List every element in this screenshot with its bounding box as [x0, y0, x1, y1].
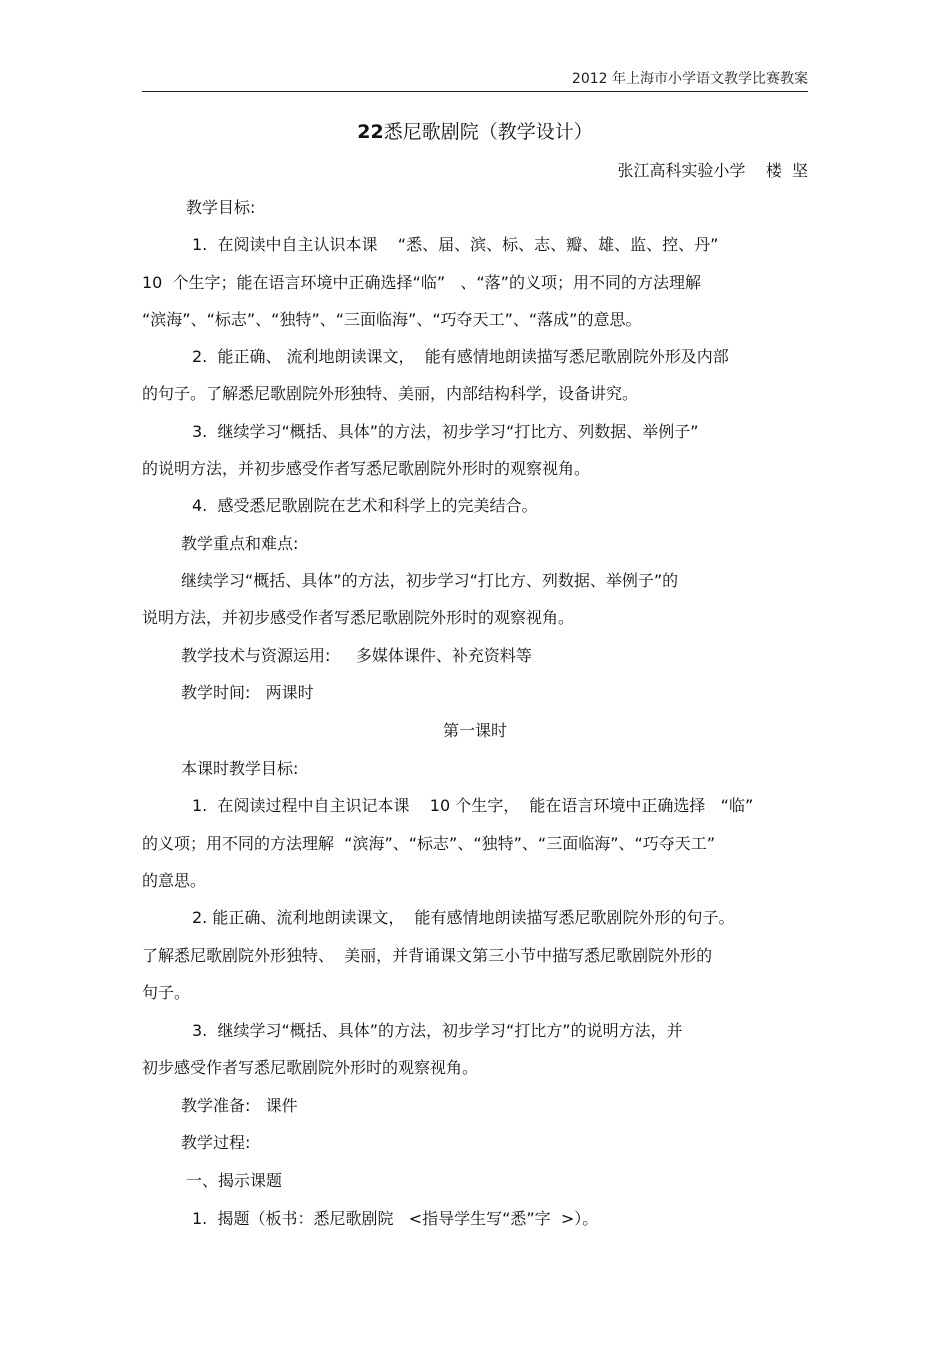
section-heading: 第一课时	[442, 721, 507, 740]
text-line: “滨海”、“标志”、“独特”、“三面临海”、“巧夺天工”、“落成”的意思。	[142, 310, 642, 329]
text-line: 的说明方法，并初步感受作者写悉尼歌剧院外形时的观察视角。	[142, 459, 591, 478]
text-line: 了解悉尼歌剧院外形独特、 美丽，并背诵课文第三小节中描写悉尼歌剧院外形的	[142, 946, 713, 965]
text-line: 3. 继续学习“概括、具体”的方法，初步学习“打比方、列数据、举例子”	[192, 422, 699, 441]
text-line: 说明方法，并初步感受作者写悉尼歌剧院外形时的观察视角。	[142, 608, 575, 627]
text-line: 的义项；用不同的方法理解 “滨海”、“标志”、“独特”、“三面临海”、“巧夺天工”	[142, 834, 716, 853]
text-line: 2. 能正确、流利地朗读课文， 能有感情地朗读描写悉尼歌剧院外形的句子。	[192, 908, 735, 927]
text-line: 教学准备: 课件	[181, 1096, 298, 1115]
text-line: 初步感受作者写悉尼歌剧院外形时的观察视角。	[142, 1058, 479, 1077]
text-line: 教学时间: 两课时	[181, 683, 314, 702]
text-line: 一、揭示课题	[186, 1171, 283, 1190]
text-line: 1. 在阅读过程中自主识记本课 10 个生字， 能在语言环境中正确选择 “临”	[192, 796, 754, 815]
text-line: 的意思。	[142, 871, 207, 890]
text-line: 1. 揭题（板书：悉尼歌剧院 <指导学生写“悉”字 >）。	[192, 1209, 599, 1228]
text-line: 10 个生字；能在语言环境中正确选择“临” 、“落”的义项；用不同的方法理解	[142, 273, 701, 292]
title-text: 悉尼歌剧院（教学设计）	[383, 121, 593, 143]
text-line: 4. 感受悉尼歌剧院在艺术和科学上的完美结合。	[192, 496, 538, 515]
text-line: 教学过程:	[181, 1133, 251, 1152]
document-title	[0, 117, 950, 144]
header-rule	[142, 91, 808, 92]
author-line: 张江高科实验小学 楼 坚	[617, 161, 808, 180]
text-line: 教学目标:	[186, 198, 256, 217]
title-number: 22	[357, 121, 384, 143]
text-line: 1. 在阅读中自主认识本课 “悉、届、滨、标、志、瓣、雄、监、控、丹”	[192, 235, 719, 254]
text-line: 3. 继续学习“概括、具体”的方法，初步学习“打比方”的说明方法，并	[192, 1021, 683, 1040]
text-line: 的句子。了解悉尼歌剧院外形独特、美丽，内部结构科学，设备讲究。	[142, 384, 639, 403]
text-line: 教学技术与资源运用: 多媒体课件、补充资料等	[181, 646, 532, 665]
text-line: 2. 能正确、 流利地朗读课文， 能有感情地朗读描写悉尼歌剧院外形及内部	[192, 347, 729, 366]
text-line: 句子。	[142, 983, 191, 1002]
page-header: 2012 年上海市小学语文教学比赛教案	[571, 71, 808, 87]
text-line: 继续学习“概括、具体”的方法，初步学习“打比方、列数据、举例子”的	[181, 571, 679, 590]
text-line: 教学重点和难点:	[181, 534, 299, 553]
text-line: 本课时教学目标:	[181, 759, 299, 778]
